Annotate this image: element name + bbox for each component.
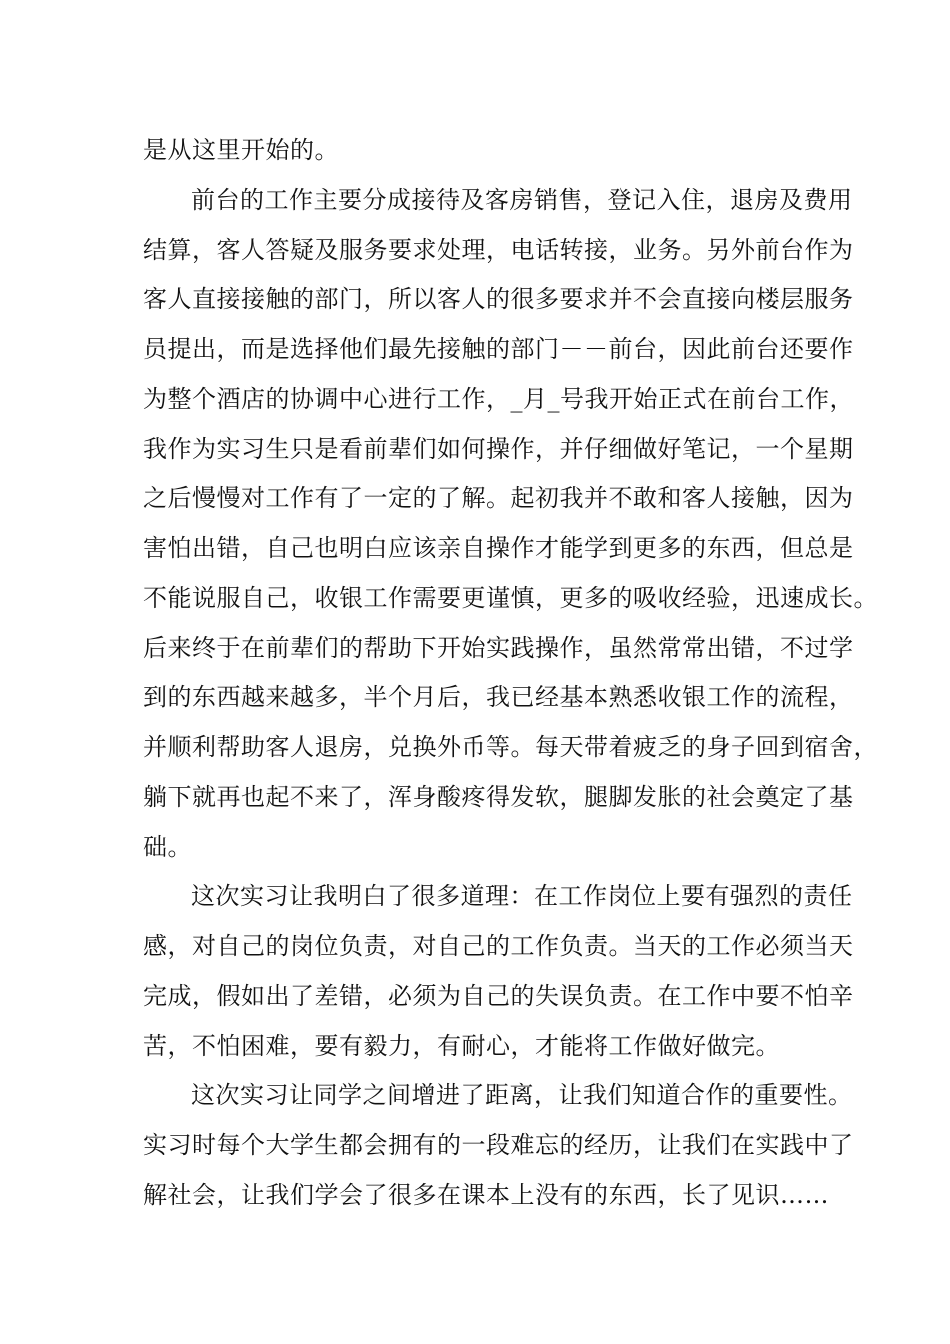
text-line: 为整个酒店的协调中心进行工作，_月_号我开始正式在前台工作， [143, 384, 854, 413]
text-line: 结算，客人答疑及服务要求处理，电话转接，业务。另外前台作为 [143, 235, 854, 264]
text-line: 后来终于在前辈们的帮助下开始实践操作，虽然常常出错，不过学 [143, 633, 854, 662]
text-line: 础。 [143, 832, 192, 861]
text-line: 这次实习让同学之间增进了距离，让我们知道合作的重要性。 [191, 1081, 853, 1110]
text-line: 并顺利帮助客人退房，兑换外币等。每天带着疲乏的身子回到宿舍， [143, 733, 878, 761]
text-line: 解社会，让我们学会了很多在课本上没有的东西，长了见识…… [143, 1180, 829, 1209]
text-line: 躺下就再也起不来了，浑身酸疼得发软，腿脚发胀的社会奠定了基 [143, 782, 854, 811]
text-line: 客人直接接触的部门，所以客人的很多要求并不会直接向楼层服务 [143, 285, 854, 314]
text-line: 到的东西越来越多，半个月后，我已经基本熟悉收银工作的流程， [143, 683, 854, 712]
text-line: 员提出，而是选择他们最先接触的部门－－前台，因此前台还要作 [143, 335, 854, 363]
text-line: 我作为实习生只是看前辈们如何操作，并仔细做好笔记，一个星期 [143, 434, 854, 463]
text-line: 害怕出错，自己也明白应该亲自操作才能学到更多的东西，但总是 [143, 534, 854, 562]
text-line: 之后慢慢对工作有了一定的了解。起初我并不敢和客人接触，因为 [143, 484, 854, 513]
text-line: 前台的工作主要分成接待及客房销售，登记入住，退房及费用 [191, 185, 853, 214]
text-line: 是从这里开始的。 [143, 136, 339, 164]
text-line: 苦，不怕困难，要有毅力，有耐心，才能将工作做好做完。 [143, 1031, 780, 1060]
text-line: 完成，假如出了差错，必须为自己的失误负责。在工作中要不怕辛 [143, 981, 854, 1010]
text-line: 不能说服自己，收银工作需要更谨慎，更多的吸收经验，迅速成长。 [143, 583, 878, 612]
text-line: 感，对自己的岗位负责，对自己的工作负责。当天的工作必须当天 [143, 932, 854, 960]
document-body [143, 126, 878, 1221]
text-line: 实习时每个大学生都会拥有的一段难忘的经历，让我们在实践中了 [143, 1131, 854, 1159]
text-line: 这次实习让我明白了很多道理：在工作岗位上要有强烈的责任 [191, 882, 853, 911]
